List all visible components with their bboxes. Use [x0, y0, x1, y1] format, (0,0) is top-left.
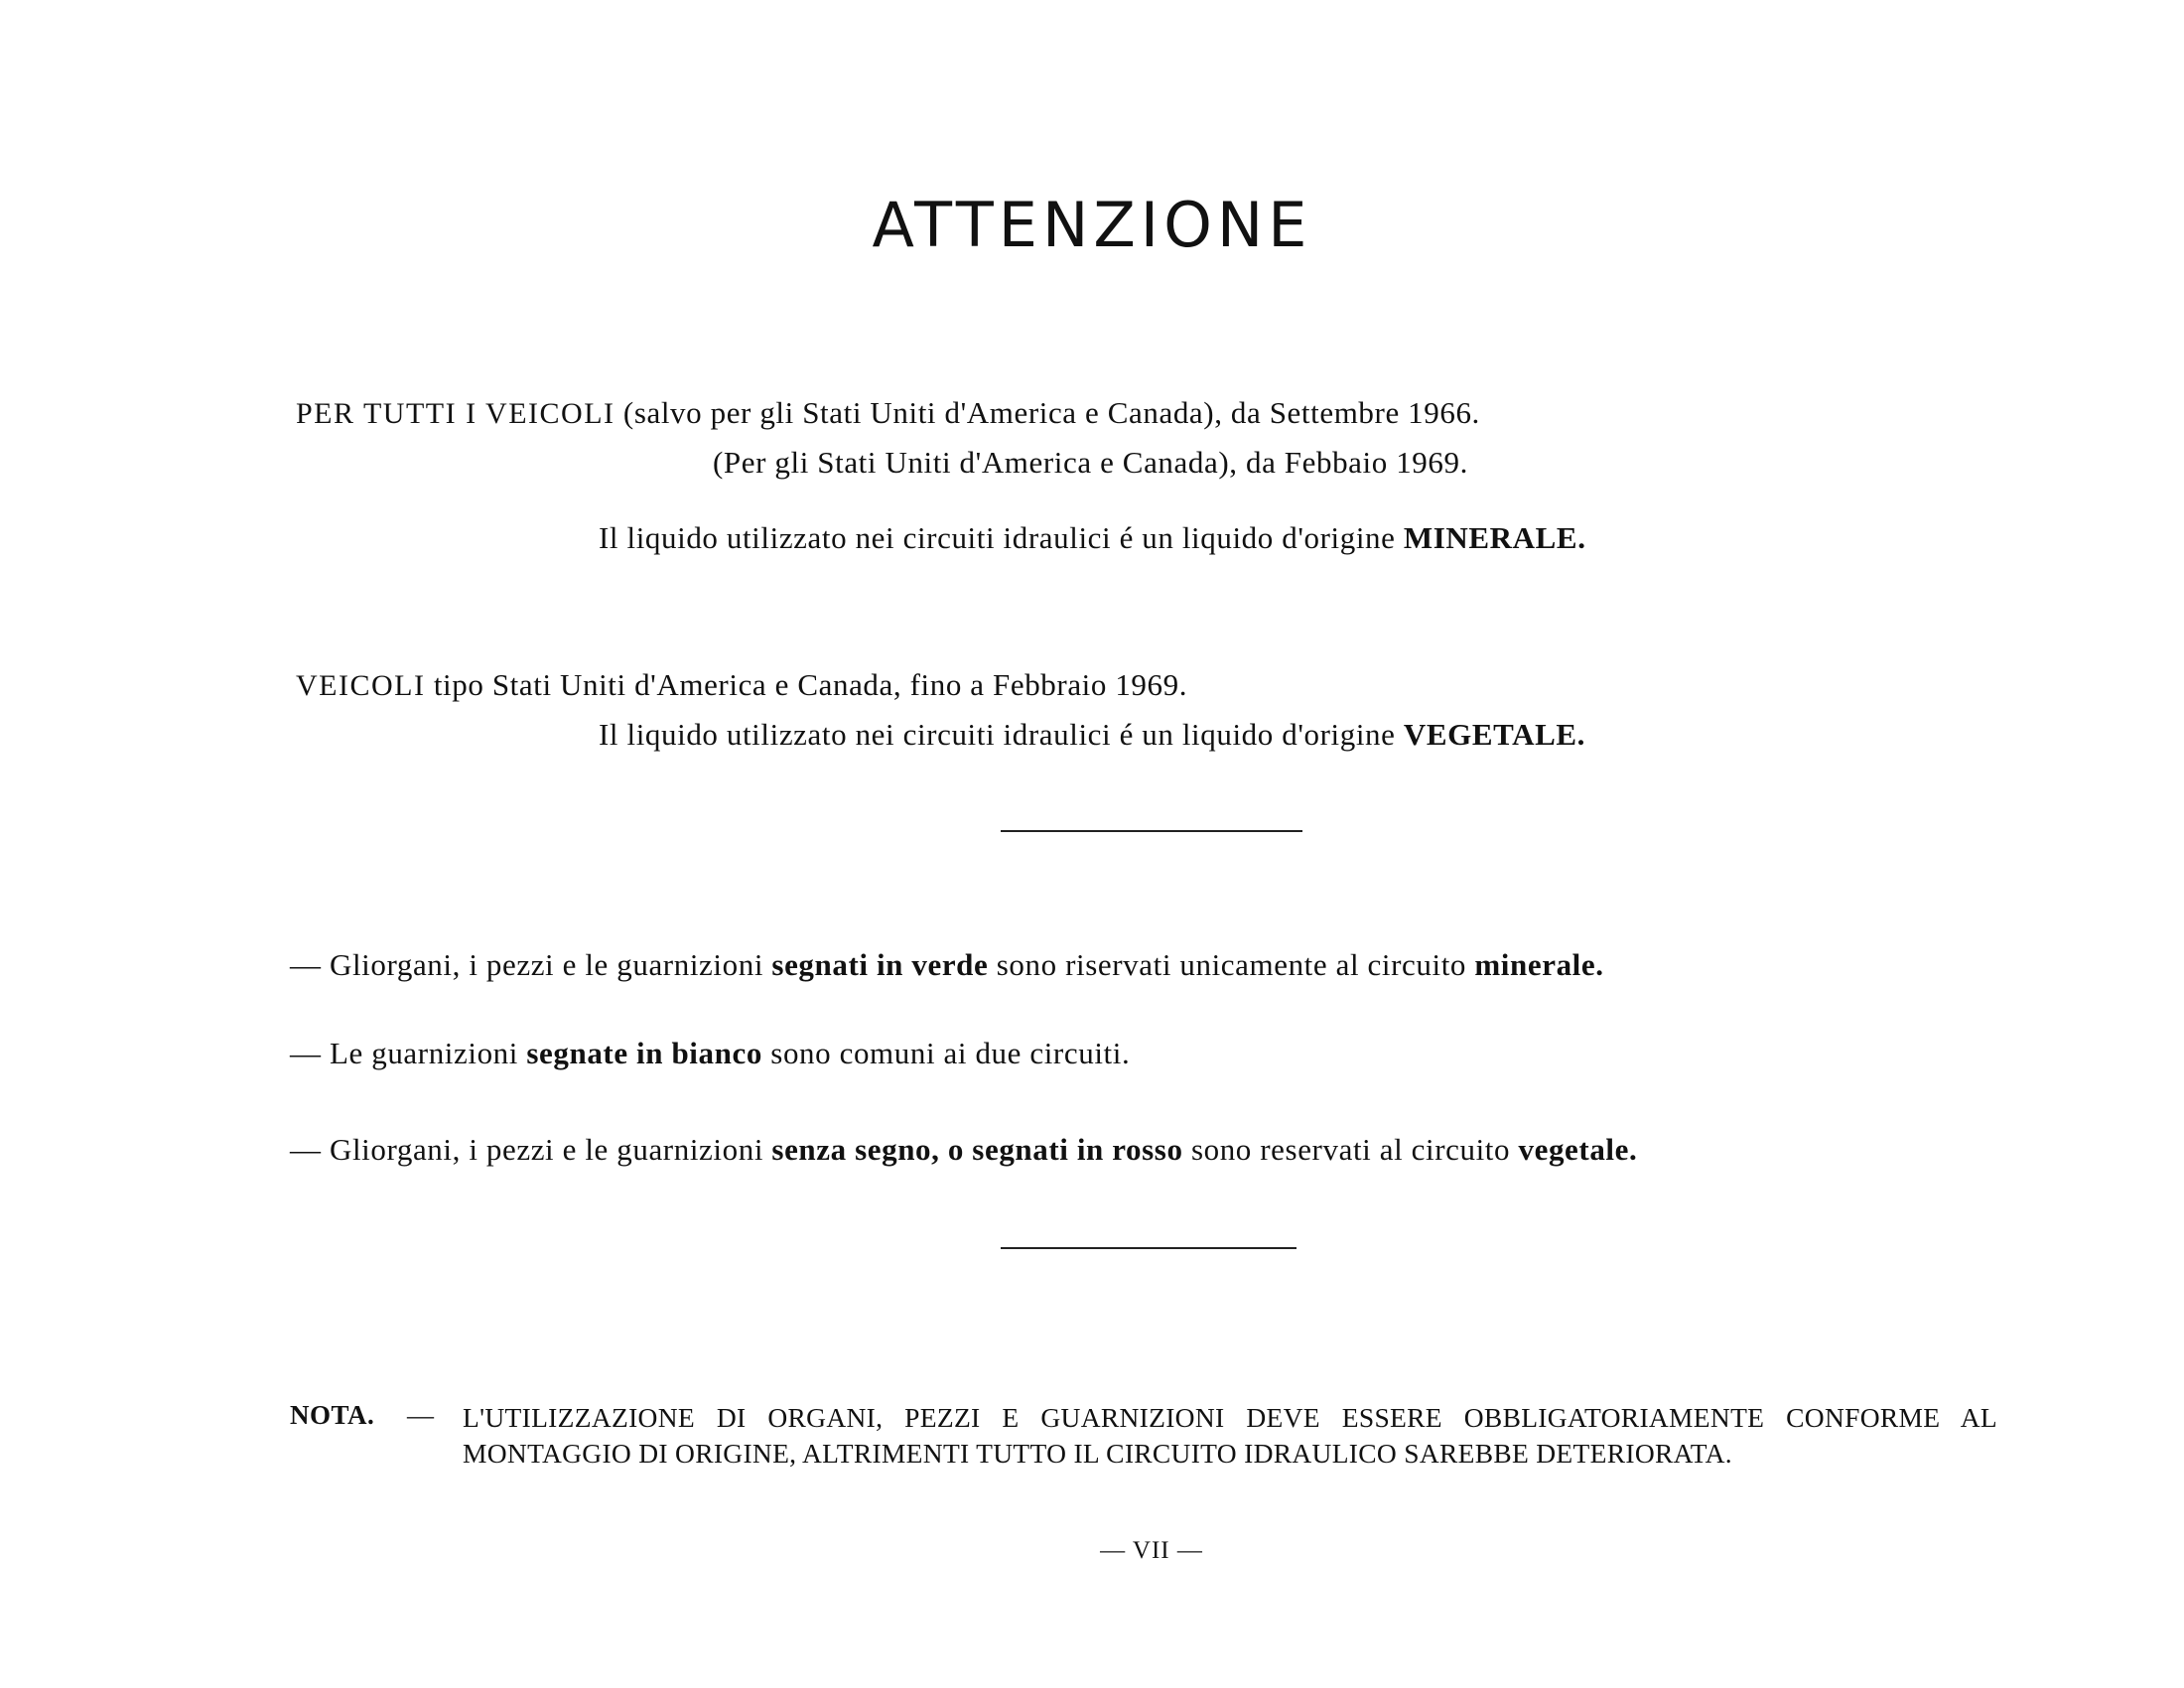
bullet-3 — [290, 1132, 1637, 1168]
section2-line2 — [599, 717, 1585, 753]
bullet-1-dash: — — [290, 947, 322, 982]
bullet-1-bold2: minerale. — [1474, 947, 1604, 982]
section2-line2-bold: VEGETALE. — [1403, 717, 1585, 752]
bullet-2-mid: sono comuni ai due circuiti. — [770, 1036, 1131, 1070]
section2-line1 — [296, 667, 1187, 703]
nota-dash: — — [407, 1400, 434, 1430]
divider-2 — [1001, 1247, 1297, 1249]
bullet-2 — [290, 1036, 1130, 1071]
bullet-1-mid: sono riservati unicamente al circuito — [996, 947, 1467, 982]
bullet-2-bold1: segnate in bianco — [526, 1036, 762, 1070]
section1-lead: PER TUTTI I VEICOLI — [296, 397, 615, 430]
section1-line2: (Per gli Stati Uniti d'America e Canada), da Febbaio 1969. — [713, 445, 1468, 480]
section2-line1-rest: tipo Stati Uniti d'America e Canada, fino a Febbraio 1969. — [433, 667, 1188, 702]
bullet-1-pre: Gliorgani, i pezzi e le guarnizioni — [329, 947, 764, 982]
nota-label: NOTA. — [290, 1400, 375, 1430]
bullet-3-bold1: senza segno, o segnati in rosso — [771, 1132, 1183, 1167]
section1-line1-rest: (salvo per gli Stati Uniti d'America e Canada), da Settembre 1966. — [622, 395, 1480, 430]
section1-line3 — [599, 520, 1586, 556]
section1-line1 — [296, 395, 1480, 431]
bullet-3-bold2: vegetale. — [1518, 1132, 1638, 1167]
bullet-1-bold1: segnati in verde — [771, 947, 989, 982]
section2-lead: VEICOLI — [296, 669, 426, 702]
section2-line2-text: Il liquido utilizzato nei circuiti idraulici é un liquido d'origine — [599, 717, 1396, 752]
bullet-3-dash: — — [290, 1132, 322, 1167]
section1-line3-text: Il liquido utilizzato nei circuiti idraulici é un liquido d'origine — [599, 520, 1396, 555]
page-title: ATTENZIONE — [872, 189, 1312, 261]
divider-1 — [1001, 830, 1302, 832]
section1-line3-bold: MINERALE. — [1403, 520, 1586, 555]
bullet-1 — [290, 947, 1604, 983]
bullet-3-mid: sono reservati al circuito — [1190, 1132, 1511, 1167]
bullet-3-pre: Gliorgani, i pezzi e le guarnizioni — [329, 1132, 764, 1167]
bullet-2-pre: Le guarnizioni — [329, 1036, 518, 1070]
page-number: — VII — — [1100, 1537, 1203, 1564]
bullet-2-dash: — — [290, 1036, 322, 1070]
nota-text: L'UTILIZZAZIONE DI ORGANI, PEZZI E GUARNIZIONI DEVE ESSERE OBBLIGATORIAMENTE CONFORME AL MONTAGGIO DI ORIGINE, ALTRIMENTI TUTTO IL CIRCUITO IDRAULICO SAREBBE DETERIORATA. — [463, 1402, 1997, 1469]
